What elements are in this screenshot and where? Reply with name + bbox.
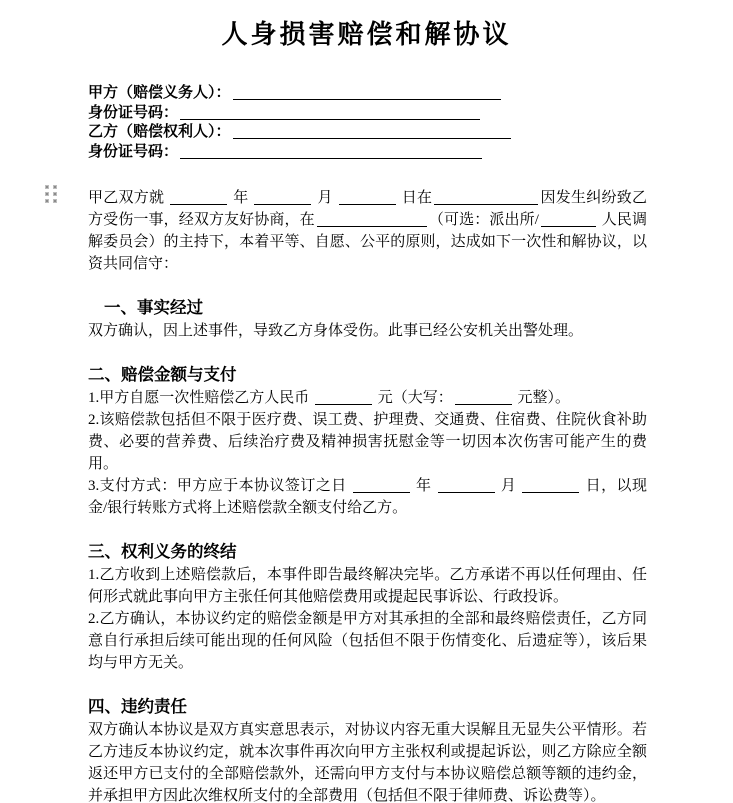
party-label: 甲方（赔偿义务人）：	[88, 85, 231, 101]
blank-underline	[233, 84, 501, 100]
blank-underline	[180, 104, 480, 120]
text-run: 双方确认本协议是双方真实意思表示，对协议内容无重大误解且无显失公平情形。若乙方违反本协议约定，就本次事件再次向甲方主张权利或提起诉讼，则乙方除应全额返还甲方已支付的全部赔偿款外，还需向甲方支付与本协议赔偿总额等额的违约金，并承担甲方因此次维权所支付的全部费用（包括但不限于律师费、诉讼费等）。	[88, 722, 647, 803]
text-run: 月	[313, 190, 337, 206]
blank-underline	[315, 390, 372, 405]
section2-item1	[88, 387, 647, 409]
blank-underline	[434, 190, 538, 205]
section-heading: 一、事实经过	[104, 298, 203, 317]
text-run: 2.该赔偿款包括但不限于医疗费、误工费、护理费、交通费、住宿费、住院伙食补助费、必要的营养费、后续治疗费及精神损害抚慰金等一切因本次伤害可能产生的费用。	[88, 412, 647, 472]
blank-underline	[233, 123, 511, 139]
text-run: 日在	[397, 190, 433, 206]
text-run: 日，以现金/银行转账方式将上述赔偿款全额支付给乙方。	[88, 478, 647, 516]
section-heading: 四、违约责任	[88, 697, 187, 716]
text-run: 甲乙双方就	[88, 190, 169, 206]
party-line-3	[88, 143, 647, 163]
blank-underline	[180, 143, 482, 159]
text-run: 元整）。	[513, 390, 571, 406]
text-run: 双方确认，因上述事件，导致乙方身体受伤。此事已经公安机关出警处理。	[88, 323, 584, 339]
drag-handle-dot	[45, 192, 49, 196]
drag-handle-dot	[53, 192, 57, 196]
intro-paragraph	[88, 187, 647, 275]
drag-handle-dot	[53, 185, 57, 189]
blank-underline	[438, 478, 495, 493]
section-heading: 三、权利义务的终结	[88, 542, 237, 561]
drag-handle-dot	[45, 185, 49, 189]
party-label: 身份证号码：	[88, 143, 179, 160]
text-run: （可选：派出所/	[428, 212, 539, 228]
text-run: 月	[496, 478, 521, 494]
blank-underline	[170, 190, 227, 205]
section1-body	[88, 320, 647, 342]
blank-underline	[455, 390, 512, 405]
document-title: 人身损害赔偿和解协议	[221, 20, 512, 49]
text-run: 1.乙方收到上述赔偿款后，本事件即告最终解决完毕。乙方承诺不再以任何理由、任何形式就此事向甲方主张任何其他赔偿费用或提起民事诉讼、行政投诉。	[88, 567, 647, 605]
text-run: 人民调解委员会）的主持下，本着平等、自愿、公平的原则，达成如下一次性和解协议，以资共同信守：	[88, 212, 647, 272]
section-heading: 二、赔偿金额与支付	[88, 365, 237, 384]
text-run: 年	[229, 190, 253, 206]
party-label: 乙方（赔偿权利人）：	[88, 124, 231, 140]
text-run: 1.甲方自愿一次性赔偿乙方人民币	[88, 390, 314, 406]
blank-underline	[339, 190, 396, 205]
party-line-1	[88, 104, 647, 124]
section3-item1	[88, 564, 647, 608]
blank-underline	[353, 478, 410, 493]
section3-item2	[88, 608, 647, 674]
party-line-0	[88, 84, 647, 104]
document-content	[88, 84, 647, 803]
text-run: 年	[411, 478, 436, 494]
blank-underline	[541, 212, 596, 227]
blank-underline	[254, 190, 311, 205]
party-label: 身份证号码：	[88, 104, 179, 121]
drag-handle-icon[interactable]	[45, 185, 57, 203]
text-run: 3.支付方式：甲方应于本协议签订之日	[88, 478, 351, 494]
party-block	[88, 84, 647, 162]
blank-underline	[522, 478, 579, 493]
party-line-2	[88, 123, 647, 143]
blank-underline	[317, 212, 427, 227]
section2-item2	[88, 409, 647, 475]
drag-handle-dot	[45, 199, 49, 203]
text-run: 2.乙方确认，本协议约定的赔偿金额是甲方对其承担的全部和最终赔偿责任，乙方同意自行承担后续可能出现的任何风险（包括但不限于伤情变化、后遗症等），该后果均与甲方无关。	[88, 611, 647, 671]
text-run: 因发生纠纷致乙方受伤一事，经双方友好协商，在	[88, 190, 647, 228]
section2-item3	[88, 475, 647, 519]
text-run: 元（大写：	[374, 390, 453, 406]
drag-handle-dot	[53, 199, 57, 203]
document-body	[88, 187, 647, 803]
section4-body	[88, 719, 647, 803]
